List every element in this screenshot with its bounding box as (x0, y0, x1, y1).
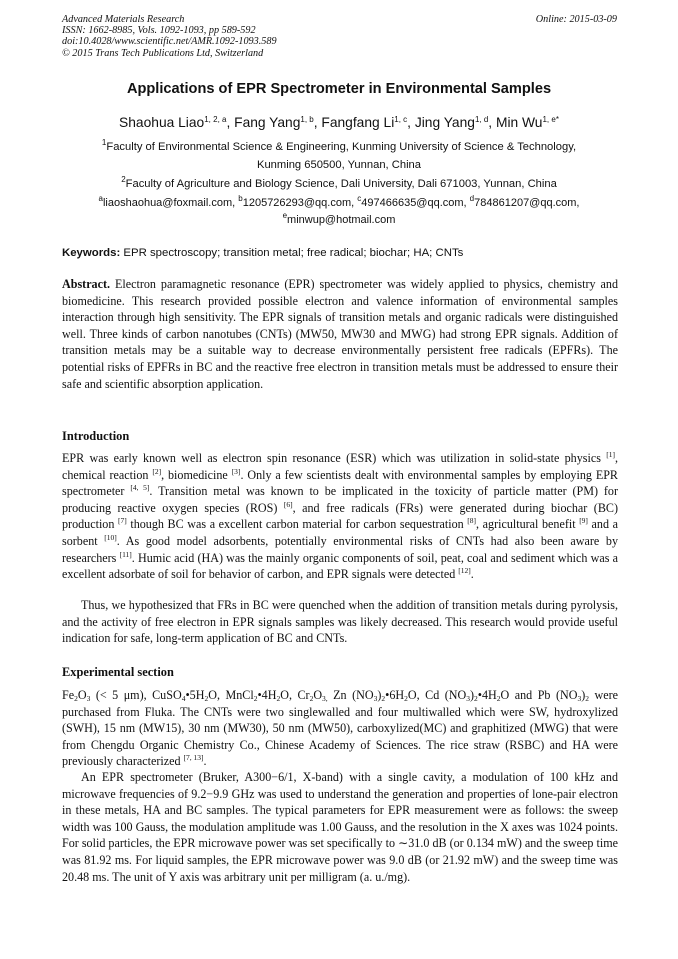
paragraph-text: O (313, 688, 323, 702)
journal-name: Advanced Materials Research (62, 14, 185, 25)
paragraph-text: , agricultural benefit (476, 517, 580, 532)
citation: [10] (104, 532, 117, 542)
abstract-label: Abstract. (62, 277, 111, 291)
paragraph-text: •5H (185, 688, 205, 702)
citation: [7] (118, 516, 127, 526)
online-date: Online: 2015-03-09 (535, 14, 617, 25)
citation: [9] (579, 516, 588, 526)
citation: [3] (231, 466, 241, 476)
citation: [6] (283, 499, 293, 509)
subscript: 3 (577, 694, 582, 703)
author-list: Shaohua Liao$^{1, 2, a}$, Fang Yang$^{1, b}$, Fangfang Li$^{1, c}$, Jing Yang$^{1, d}$, Min $Wu^{1, e*}$ (119, 115, 559, 130)
doi: doi:10.4028/www.scientific.net/AMR.1092-1093.589 (62, 36, 277, 48)
subscript: 2 (276, 694, 281, 703)
journal-header (62, 14, 617, 59)
subscript: 2 (74, 694, 78, 703)
email-mark: c (357, 194, 362, 203)
citation: [7, 13] (183, 753, 204, 763)
author-affiliation-mark: 1, 2, a (204, 115, 227, 124)
citation: [2] (152, 466, 162, 476)
paragraph-text: , and free radicals (FRs) were generated during biochar (BC) production (62, 500, 618, 532)
section-heading-introduction: Introduction (62, 429, 130, 443)
citation: [1] (606, 450, 615, 459)
paragraph-text: ) (377, 688, 382, 702)
paragraph-text: . (203, 754, 207, 769)
abstract (62, 276, 618, 392)
paragraph-text: and a sorbent (62, 517, 618, 548)
author-affiliation-mark: 1, c (394, 115, 408, 124)
paragraph-text: were purchased from Fluka. The CNTs were two singlewalled and four multiwalled which were SW, hydroxylized (SWH), 15 nm (MW15), 30 nm (MW30), 50 nm (MW50), carboxylized(MC) and graphitized (MWG) that were from Chengdu Organic Chemistry Co., Chinese Academy of Sciences. The rice straw (RSBC) and HA were previously characterized (62, 688, 618, 769)
paragraph-text: . Transition metal was known to be implicated in the toxicity of particle matter (PM) for producing reactive oxygen species (ROS) (62, 484, 618, 515)
citation: [12] (458, 566, 471, 576)
citation: [4, 5] (130, 483, 150, 493)
paragraph-text: though BC was a excellent carbon material for carbon sequestration (126, 517, 468, 532)
affiliation-text: Faculty of Agriculture and Biology Science, Dali University, Dali 671003, Yunnan, China (125, 178, 557, 190)
issn: ISSN: 1662-8985, Vols. 1092-1093, pp 589-592 (62, 25, 256, 37)
paragraph-text: . As good model adsorbents, potentially environmental risks of CNTs had also been aware by researchers (62, 533, 618, 565)
paragraph-text: EPR was early known well as electron spin resonance (ESR) which was utilization in solid-state physics (62, 451, 607, 465)
subscript: 2 (404, 694, 408, 703)
paragraph-text: •6H (385, 688, 405, 702)
affiliation-text: Faculty of Environmental Science & Engineering, Kunming University of Science & Technology, (106, 141, 577, 153)
paragraph-text: , biomedicine (161, 467, 232, 482)
subscript: 2 (381, 694, 386, 703)
affiliation-2 (40, 176, 638, 194)
paragraph-text: •4H (477, 688, 497, 702)
subscript: 2 (585, 694, 589, 703)
email-link[interactable]: 497466635@qq.com, (361, 197, 470, 209)
subscript: 2 (496, 694, 501, 703)
email-link[interactable]: 1205726293@qq.com, (242, 197, 358, 209)
paragraph-text: Zn (NO (327, 688, 374, 702)
keywords-text: EPR spectroscopy; transition metal; free radical; biochar; HA; CNTs (120, 247, 464, 259)
subscript: 3 (86, 694, 91, 703)
author-affiliation-mark: 1, b (300, 115, 314, 124)
affiliation-1 (40, 139, 638, 174)
paragraph-text: O, Cd (NO (407, 688, 467, 702)
introduction-paragraph-1 (62, 450, 618, 583)
subscript: 2 (204, 694, 209, 703)
author-name: Jing Yang (414, 115, 475, 130)
paragraph-text: ) (469, 688, 475, 702)
email-mark: b (238, 194, 243, 203)
email-mark: d (469, 194, 475, 203)
subscript: 2 (309, 694, 314, 703)
keywords-label: Keywords: (62, 247, 121, 259)
abstract-text: Electron paramagnetic resonance (EPR) spectrometer was widely applied to physics, chemistry and biomedicine. This research provided possible electron and valence information of environmental samples interaction through high sensitivity. The EPR signals of transition metals and organic radicals were distinguished well. Three kinds of carbon nanotubes (CNTs) (MW50, MW30 and MWG) had strong EPR signals. Addition of transition metals may be a suitable way to decrease environmentally persistent free radicals (EPFRs). The potential risks of EPFRs in BC and the reactive free electron in transition metals must be addressed to ensure their safe and scientific absorption application. (62, 277, 618, 391)
paragraph-text: •4H (257, 688, 277, 702)
author-affiliation-mark: 1, d (474, 115, 489, 124)
subscript: 2 (253, 694, 258, 703)
author-emails (40, 195, 638, 229)
author-affiliation-mark: 1, e* (542, 115, 559, 124)
paragraph-text: . Only a few scientists dealt with environmental samples by employing EPR spectrometer (62, 467, 618, 499)
paragraph-text: O (77, 688, 87, 702)
paragraph-text: ) (581, 688, 586, 702)
author-name: Fang Yang (234, 115, 301, 130)
affiliation-mark: 2 (121, 175, 126, 184)
keywords (62, 247, 618, 259)
author-name: Min Wu (495, 115, 543, 130)
paragraph-text: O and Pb (NO (500, 688, 578, 702)
subscript: 3 (466, 694, 470, 703)
paper-title: Applications of EPR Spectrometer in Environmental Samples (126, 81, 552, 97)
paragraph-text: Fe (62, 688, 75, 702)
author-name: Fangfang Li (321, 115, 395, 130)
citation: [8] (467, 516, 477, 526)
citation: [11] (119, 549, 132, 559)
author-name: Shaohua Liao (119, 115, 205, 130)
experimental-paragraph-1 (62, 687, 618, 770)
affiliation-text: Kunming 650500, Yunnan, China (256, 158, 421, 171)
paragraph-text: , chemical reaction (62, 451, 618, 482)
email-mark: a (98, 194, 103, 203)
paragraph-text: . Humic acid (HA) was the mainly organic components of soil, peat, coal and sediment which was a excellent adsorbate of soil for behavior of carbon, and EPR signals were detected (62, 550, 618, 582)
email-link[interactable]: 784861207@qq.com, (474, 197, 580, 209)
paragraph-text: O, MnCl (208, 688, 254, 702)
paragraph-text: (< 5 μm), CuSO (90, 688, 182, 702)
affiliation-mark: 1 (101, 138, 107, 147)
subscript: 4 (181, 694, 186, 703)
email-mark: e (282, 211, 288, 220)
paragraph-text: . (470, 567, 474, 582)
experimental-paragraph-2: An EPR spectrometer (Bruker, A300−6/1, X-band) with a single cavity, a modulation of 100 kHz and microwave frequencies of 9.2−9.9 GHz was used to understand the generation and properties of lone-pair electron in these metals, HA and BC samples. The typical parameters for EPR measurement were as follows: the sweep width was 100 Gauss, the modulation amplitude was 1.00 Gauss, and the resolution in the X axes was 1024 points. For solid particles, the EPR microwave power was set specifically to ∼31.0 dB (or 0.134 mW) and the sweep time was 81.92 ms. For liquid samples, the EPR microwave power was 9.0 dB (or 21.92 mW) and the sweep time was 20.48 ms. The unit of Y axis was arbitrary unit per milligram (a. u./mg). (62, 770, 618, 884)
copyright: © 2015 Trans Tech Publications Ltd, Switzerland (62, 47, 264, 59)
email-link[interactable]: liaoshaohua@foxmail.com, (102, 197, 239, 209)
paragraph-text: O, Cr (280, 688, 310, 702)
section-heading-experimental: Experimental section (62, 665, 174, 679)
subscript: 2 (474, 694, 478, 703)
subscript: 3, (322, 694, 328, 703)
introduction-paragraph-2: Thus, we hypothesized that FRs in BC were quenched when the addition of transition metals during pyrolysis, and the activity of free electron in EPR signals samples was likely decreased. This research would provide useful indication for safe, long-term application of BC and CNTs. (62, 598, 618, 646)
email-link[interactable]: minwup@hotmail.com (287, 214, 396, 226)
subscript: 3 (373, 694, 378, 703)
